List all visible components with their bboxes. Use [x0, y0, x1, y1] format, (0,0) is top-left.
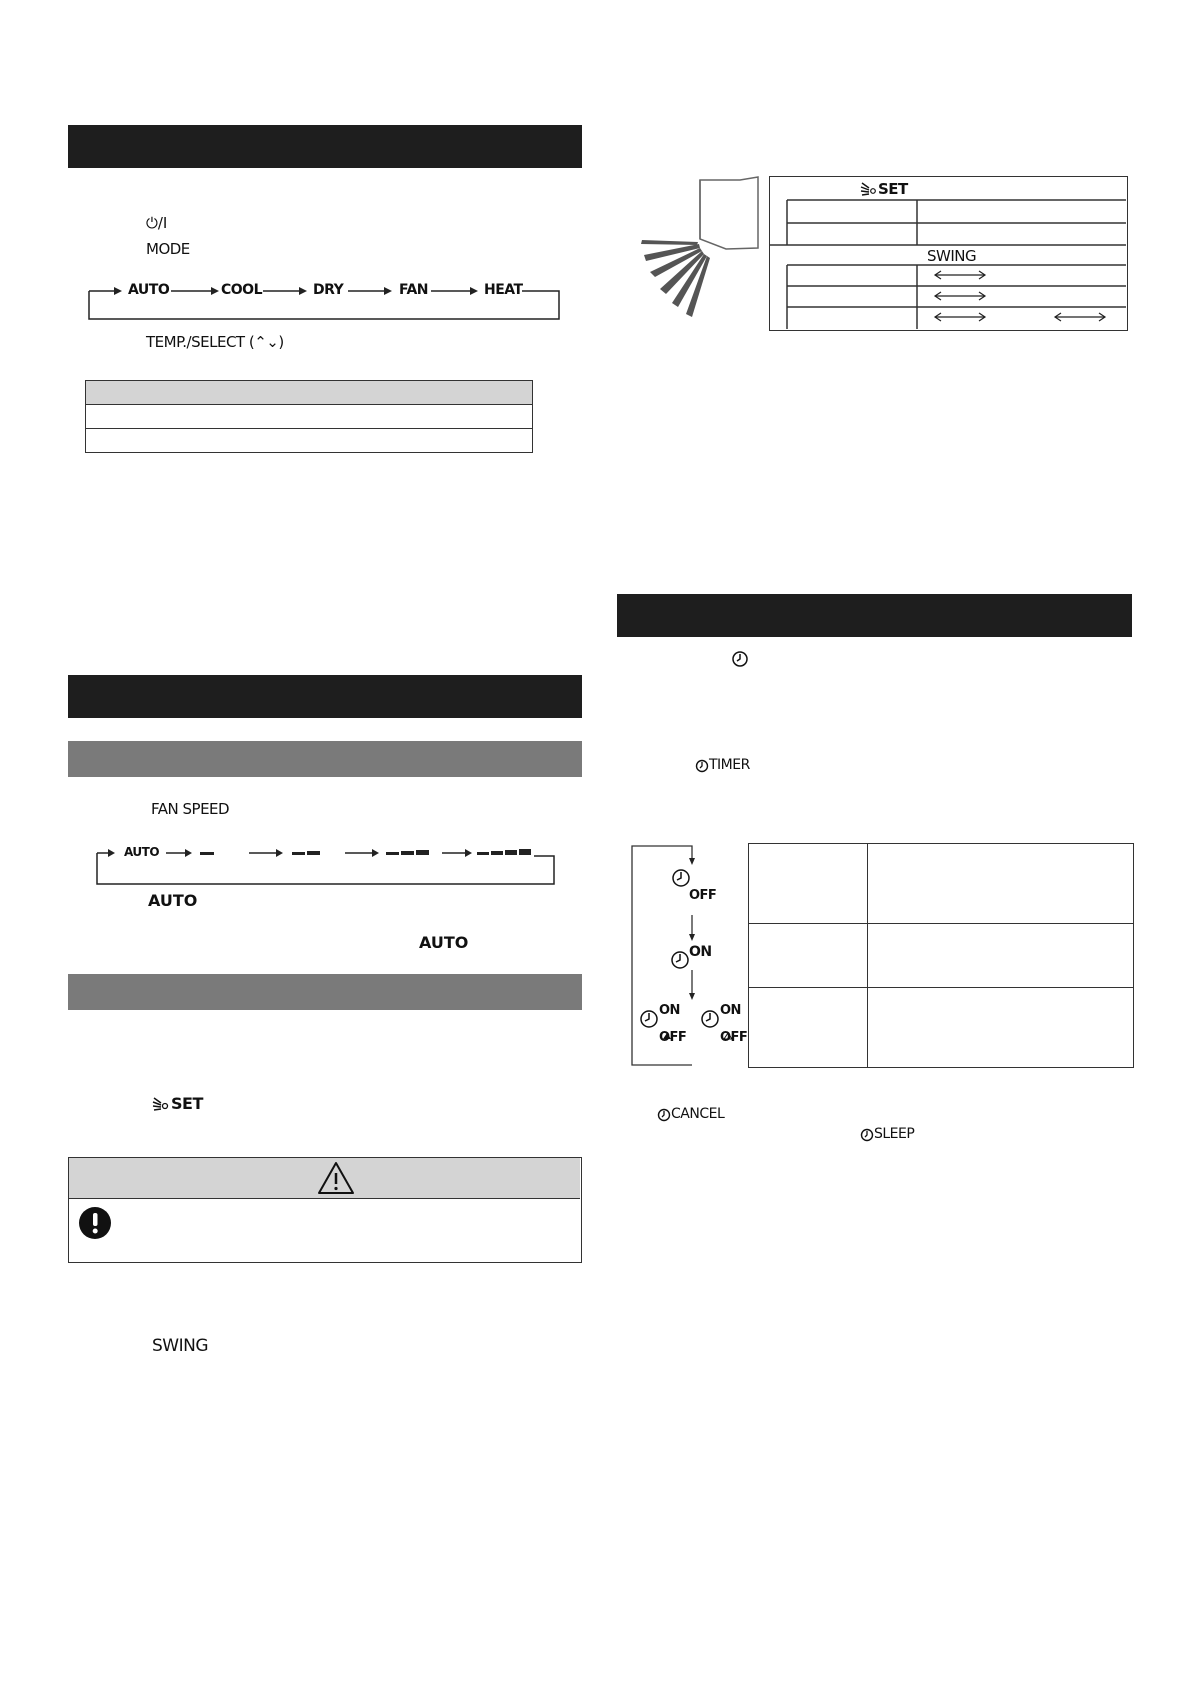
table-row [86, 405, 533, 429]
fan-auto-label: AUTO [148, 891, 198, 910]
mode-fan: FAN [399, 282, 429, 298]
section-header-bar-2 [68, 675, 582, 718]
timer-step1-off: OFF [689, 888, 717, 903]
fan-speed-button-label: FAN SPEED [151, 800, 230, 818]
mode-auto: AUTO [128, 282, 170, 298]
fan-cycle-arrows [96, 843, 556, 885]
subsection-bar-airflow [68, 974, 582, 1010]
timer-clock-icon [695, 758, 709, 774]
warning-triangle-icon [316, 1160, 356, 1196]
caution-box [68, 1157, 582, 1263]
swing-header: SWING [927, 247, 977, 265]
temp-select-label: TEMP./SELECT (⌃⌄) [146, 333, 284, 351]
cancel-clock-icon [657, 1107, 671, 1123]
table-row [749, 988, 1134, 1068]
fan-cycle-auto: AUTO [124, 845, 160, 859]
mode-dry: DRY [313, 282, 344, 298]
mode-cycle-diagram [88, 278, 561, 320]
timer-step3-right-on: ON [720, 1003, 741, 1018]
timer-step2-on: ON [689, 944, 712, 960]
fan-auto-label-2: AUTO [419, 933, 469, 952]
timer-step3-right-off: OFF [720, 1030, 748, 1045]
mode-heat: HEAT [484, 282, 523, 298]
mode-button-label: MODE [146, 240, 190, 258]
subsection-bar-fan-speed [68, 741, 582, 777]
airflow-direction-icon [152, 1095, 170, 1115]
clock-icon [731, 650, 749, 668]
table-header-row [86, 381, 533, 405]
caution-header [69, 1158, 580, 1199]
sleep-clock-icon [860, 1127, 874, 1143]
table-row [749, 844, 1134, 924]
timer-description-table [748, 843, 1134, 1068]
indoor-unit-louver-illustration [640, 177, 760, 322]
timer-flow-diagram [631, 845, 746, 1067]
table-row [86, 429, 533, 453]
power-button-label: ⏻/I [146, 214, 168, 232]
timer-step3-left-on: ON [659, 1003, 680, 1018]
section-header-bar-timer [617, 594, 1132, 637]
section-header-bar-1 [68, 125, 582, 168]
mode-cool: COOL [221, 282, 262, 298]
timer-step3-left-off: OFF [659, 1030, 687, 1045]
mandatory-exclamation-icon [78, 1206, 112, 1240]
table-row [749, 924, 1134, 988]
swing-button-label: SWING [152, 1336, 209, 1356]
temperature-range-table [85, 380, 533, 453]
fan-speed-cycle-diagram [96, 843, 556, 885]
louver-settings-table: SET SWING [769, 176, 1128, 331]
